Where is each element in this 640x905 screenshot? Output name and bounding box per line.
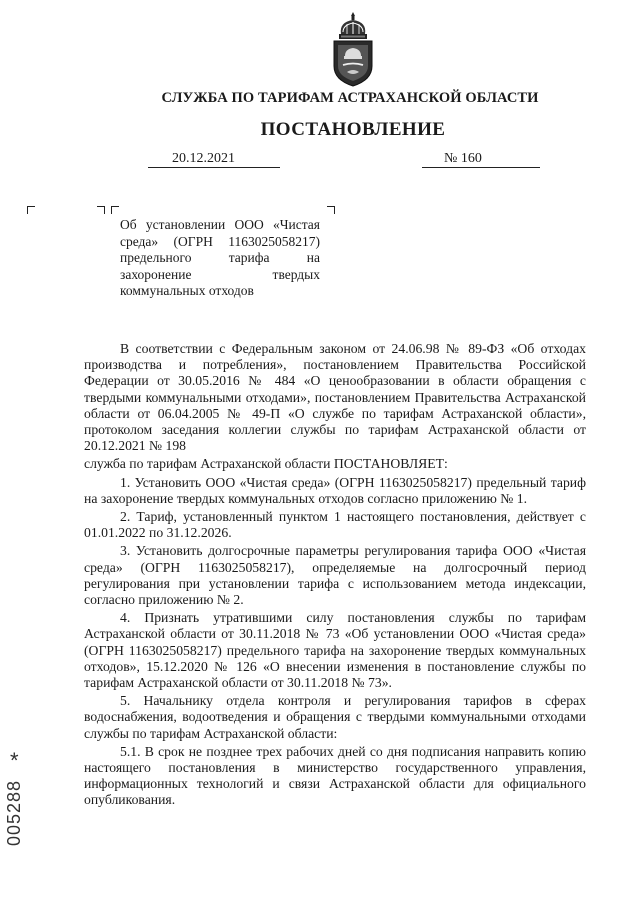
document-date: 20.12.2021 xyxy=(172,151,235,166)
corner-mark-right xyxy=(327,206,335,214)
document-type-title: ПОСТАНОВЛЕНИЕ xyxy=(260,119,446,140)
corner-mark-inner-right xyxy=(97,206,105,214)
document-subject xyxy=(120,217,320,300)
corner-mark-inner-left xyxy=(111,206,119,214)
coat-of-arms-icon xyxy=(325,10,381,88)
clause-4: 4. Признать утратившими силу постановления службы по тарифам Астраханской области от 30.11.2018 № 73 «Об установлении ООО «Чистая среда» (ОГРН 1163025058217) предельного тарифа на захоронение твердых коммунальных отходов», 15.12.2020 № 126 «О внесении изменения в постановление службы по тарифам Астраханской области от 30.11.2018 № 73». xyxy=(84,610,586,691)
document-number: № 160 xyxy=(444,151,482,166)
margin-stamp-number: 005288 xyxy=(4,779,24,846)
clause-5-1: 5.1. В срок не позднее трех рабочих дней со дня подписания направить копию настоящего постановления в министерство государственного управления, информационных технологий и связи Астраханской области для официального опубликования. xyxy=(84,743,586,808)
clause-3: 3. Установить долгосрочные параметры регулирования тарифа ООО «Чистая среда» (ОГРН 1163025058217), определяемые на долгосрочный период регулирования при установлении тарифа с использованием метода индексации, согласно приложению № 2. xyxy=(84,543,586,608)
corner-mark-left xyxy=(27,206,35,214)
resolution-line: служба по тарифам Астраханской области ПОСТАНОВЛЯЕТ: xyxy=(84,456,448,472)
clause-1: 1. Установить ООО «Чистая среда» (ОГРН 1163025058217) предельный тариф на захоронение твердых коммунальных отходов согласно приложению № 1. xyxy=(84,474,586,506)
document-date-field xyxy=(148,151,280,168)
preamble-paragraph: В соответствии с Федеральным законом от 24.06.98 № 89-ФЗ «Об отходах производства и потребления», постановлением Правительства Российской Федерации от 30.05.2016 № 484 «О ценообразовании в области обращения с твердыми коммунальными отходами», постановлением Правительства Астраханской области от 06.04.2005 № 49-П «О службе по тарифам Астраханской области», протоколом заседания коллегии службы по тарифам Астраханской области от 20.12.2021 № 198 xyxy=(84,341,586,454)
clause-5: 5. Начальнику отдела контроля и регулирования тарифов в сферах водоснабжения, водоотведения и обращения с твердыми коммунальными отходами службы по тарифам Астраханской области: xyxy=(84,693,586,741)
agency-title: СЛУЖБА ПО ТАРИФАМ АСТРАХАНСКОЙ ОБЛАСТИ xyxy=(161,90,539,106)
clause-2: 2. Тариф, установленный пунктом 1 настоящего постановления, действует с 01.01.2022 по 31.12.2026. xyxy=(84,509,586,541)
document-number-field xyxy=(422,151,540,168)
subject-text: Об установлении ООО «Чистая среда» (ОГРН 1163025058217) предельного тарифа на захоронение твердых коммунальных отходов xyxy=(120,217,320,298)
document-body xyxy=(84,341,586,811)
margin-stamp-mark: * xyxy=(10,748,19,773)
